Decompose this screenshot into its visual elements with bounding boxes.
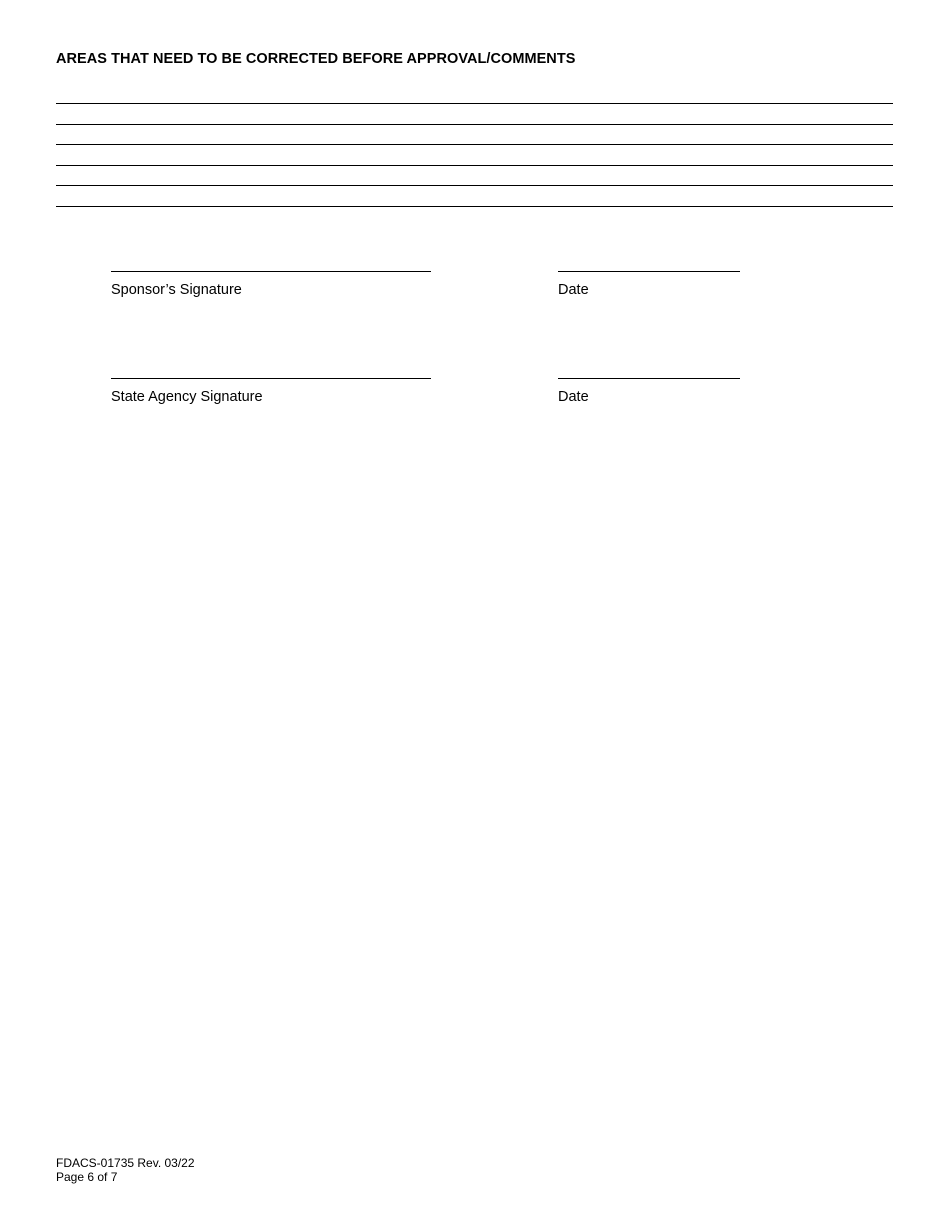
page-number: Page 6 of 7 <box>56 1170 118 1184</box>
comment-line-2[interactable] <box>56 124 893 125</box>
sponsor-signature-line[interactable] <box>111 271 431 272</box>
sponsor-signature-label: Sponsor’s Signature <box>111 282 242 298</box>
comment-line-3[interactable] <box>56 144 893 145</box>
form-number: FDACS-01735 Rev. 03/22 <box>56 1156 195 1170</box>
agency-date-label: Date <box>558 389 589 405</box>
comment-line-4[interactable] <box>56 165 893 166</box>
comment-line-5[interactable] <box>56 185 893 186</box>
agency-signature-label: State Agency Signature <box>111 389 263 405</box>
sponsor-date-line[interactable] <box>558 271 740 272</box>
sponsor-date-label: Date <box>558 282 589 298</box>
comment-line-1[interactable] <box>56 103 893 104</box>
agency-date-line[interactable] <box>558 378 740 379</box>
comment-line-6[interactable] <box>56 206 893 207</box>
comments-section-heading: AREAS THAT NEED TO BE CORRECTED BEFORE APPROVAL/COMMENTS <box>56 51 576 67</box>
agency-signature-line[interactable] <box>111 378 431 379</box>
